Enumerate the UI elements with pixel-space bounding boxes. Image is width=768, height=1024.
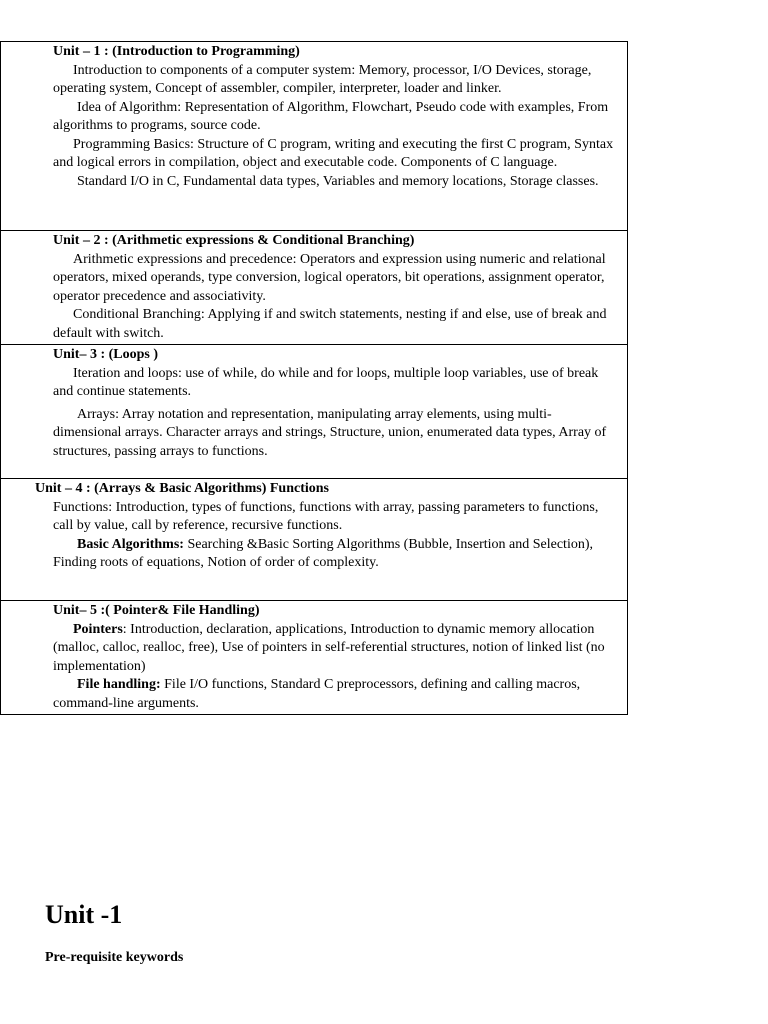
unit-1-cell <box>1 42 627 231</box>
unit-3-para-1: Iteration and loops: use of while, do while and for loops, multiple loop variables, use of break and continue statements. <box>53 365 599 399</box>
pointers-label: Pointers <box>73 621 123 637</box>
unit-2-cell <box>1 231 627 345</box>
unit-5-para-2 <box>53 676 615 713</box>
unit-4-para-2 <box>53 536 615 573</box>
section-heading: Unit -1 <box>45 900 123 929</box>
unit-3-title: Unit– 3 : (Loops ) <box>53 347 159 362</box>
unit-1-para-1: Introduction to components of a computer system: Memory, processor, I/O Devices, storage, operating system, Concept of assembler, compiler, interpreter, loader and linker. <box>53 62 592 96</box>
unit-3-cell <box>1 345 627 479</box>
unit-2-para-2: Conditional Branching: Applying if and switch statements, nesting if and else, use of break and default with switch. <box>53 307 607 341</box>
unit-2-para-1: Arithmetic expressions and precedence: Operators and expression using numeric and relational operators, mixed operands, type conversion, logical operators, bit operations, assignment operator, operator precedence and associativity. <box>53 251 606 304</box>
syllabus-table <box>0 41 628 715</box>
unit-1-para-4: Standard I/O in C, Fundamental data types, Variables and memory locations, Storage classes. <box>77 173 599 189</box>
unit-5-title: Unit– 5 :( Pointer& File Handling) <box>53 603 260 618</box>
unit-5-para-1 <box>53 621 615 677</box>
basic-algorithms-label: Basic Algorithms: <box>77 536 184 552</box>
unit-2-title: Unit – 2 : (Arithmetic expressions & Conditional Branching) <box>53 233 415 248</box>
section-subheading: Pre-requisite keywords <box>45 950 184 965</box>
unit-4-cell <box>1 479 627 601</box>
unit-3-para-2: Arrays: Array notation and representation, manipulating array elements, using multi- dimensional arrays. Character arrays and strings, Structure, union, enumerated data types, Array of structures, passing arrays to functions. <box>53 406 607 459</box>
basic-algorithms-text: Searching &Basic Sorting Algorithms (Bubble, Insertion and Selection), Finding roots of equations, Notion of order of complexity. <box>53 536 594 570</box>
unit-4-para-1: Functions: Introduction, types of functions, functions with array, passing parameters to functions, call by value, call by reference, recursive functions. <box>53 499 599 533</box>
unit-1-title: Unit – 1 : (Introduction to Programming) <box>53 44 300 59</box>
unit-5-cell <box>1 601 627 715</box>
file-handling-text: File I/O functions, Standard C preprocessors, defining and calling macros, command-line arguments. <box>53 677 581 711</box>
unit-1-para-3: Programming Basics: Structure of C program, writing and executing the first C program, Syntax and logical errors in compilation, object and executable code. Components of C language. <box>53 136 614 170</box>
unit-1-para-2: Idea of Algorithm: Representation of Algorithm, Flowchart, Pseudo code with examples, From algorithms to programs, source code. <box>53 99 609 133</box>
unit-4-title: Unit – 4 : (Arrays & Basic Algorithms) Functions <box>35 481 329 496</box>
file-handling-label: File handling: <box>77 677 161 692</box>
pointers-text: : Introduction, declaration, applications, Introduction to dynamic memory allocation (malloc, calloc, realloc, free), Use of pointers in self-referential structures, notion of linked list (no implementation) <box>53 621 605 674</box>
